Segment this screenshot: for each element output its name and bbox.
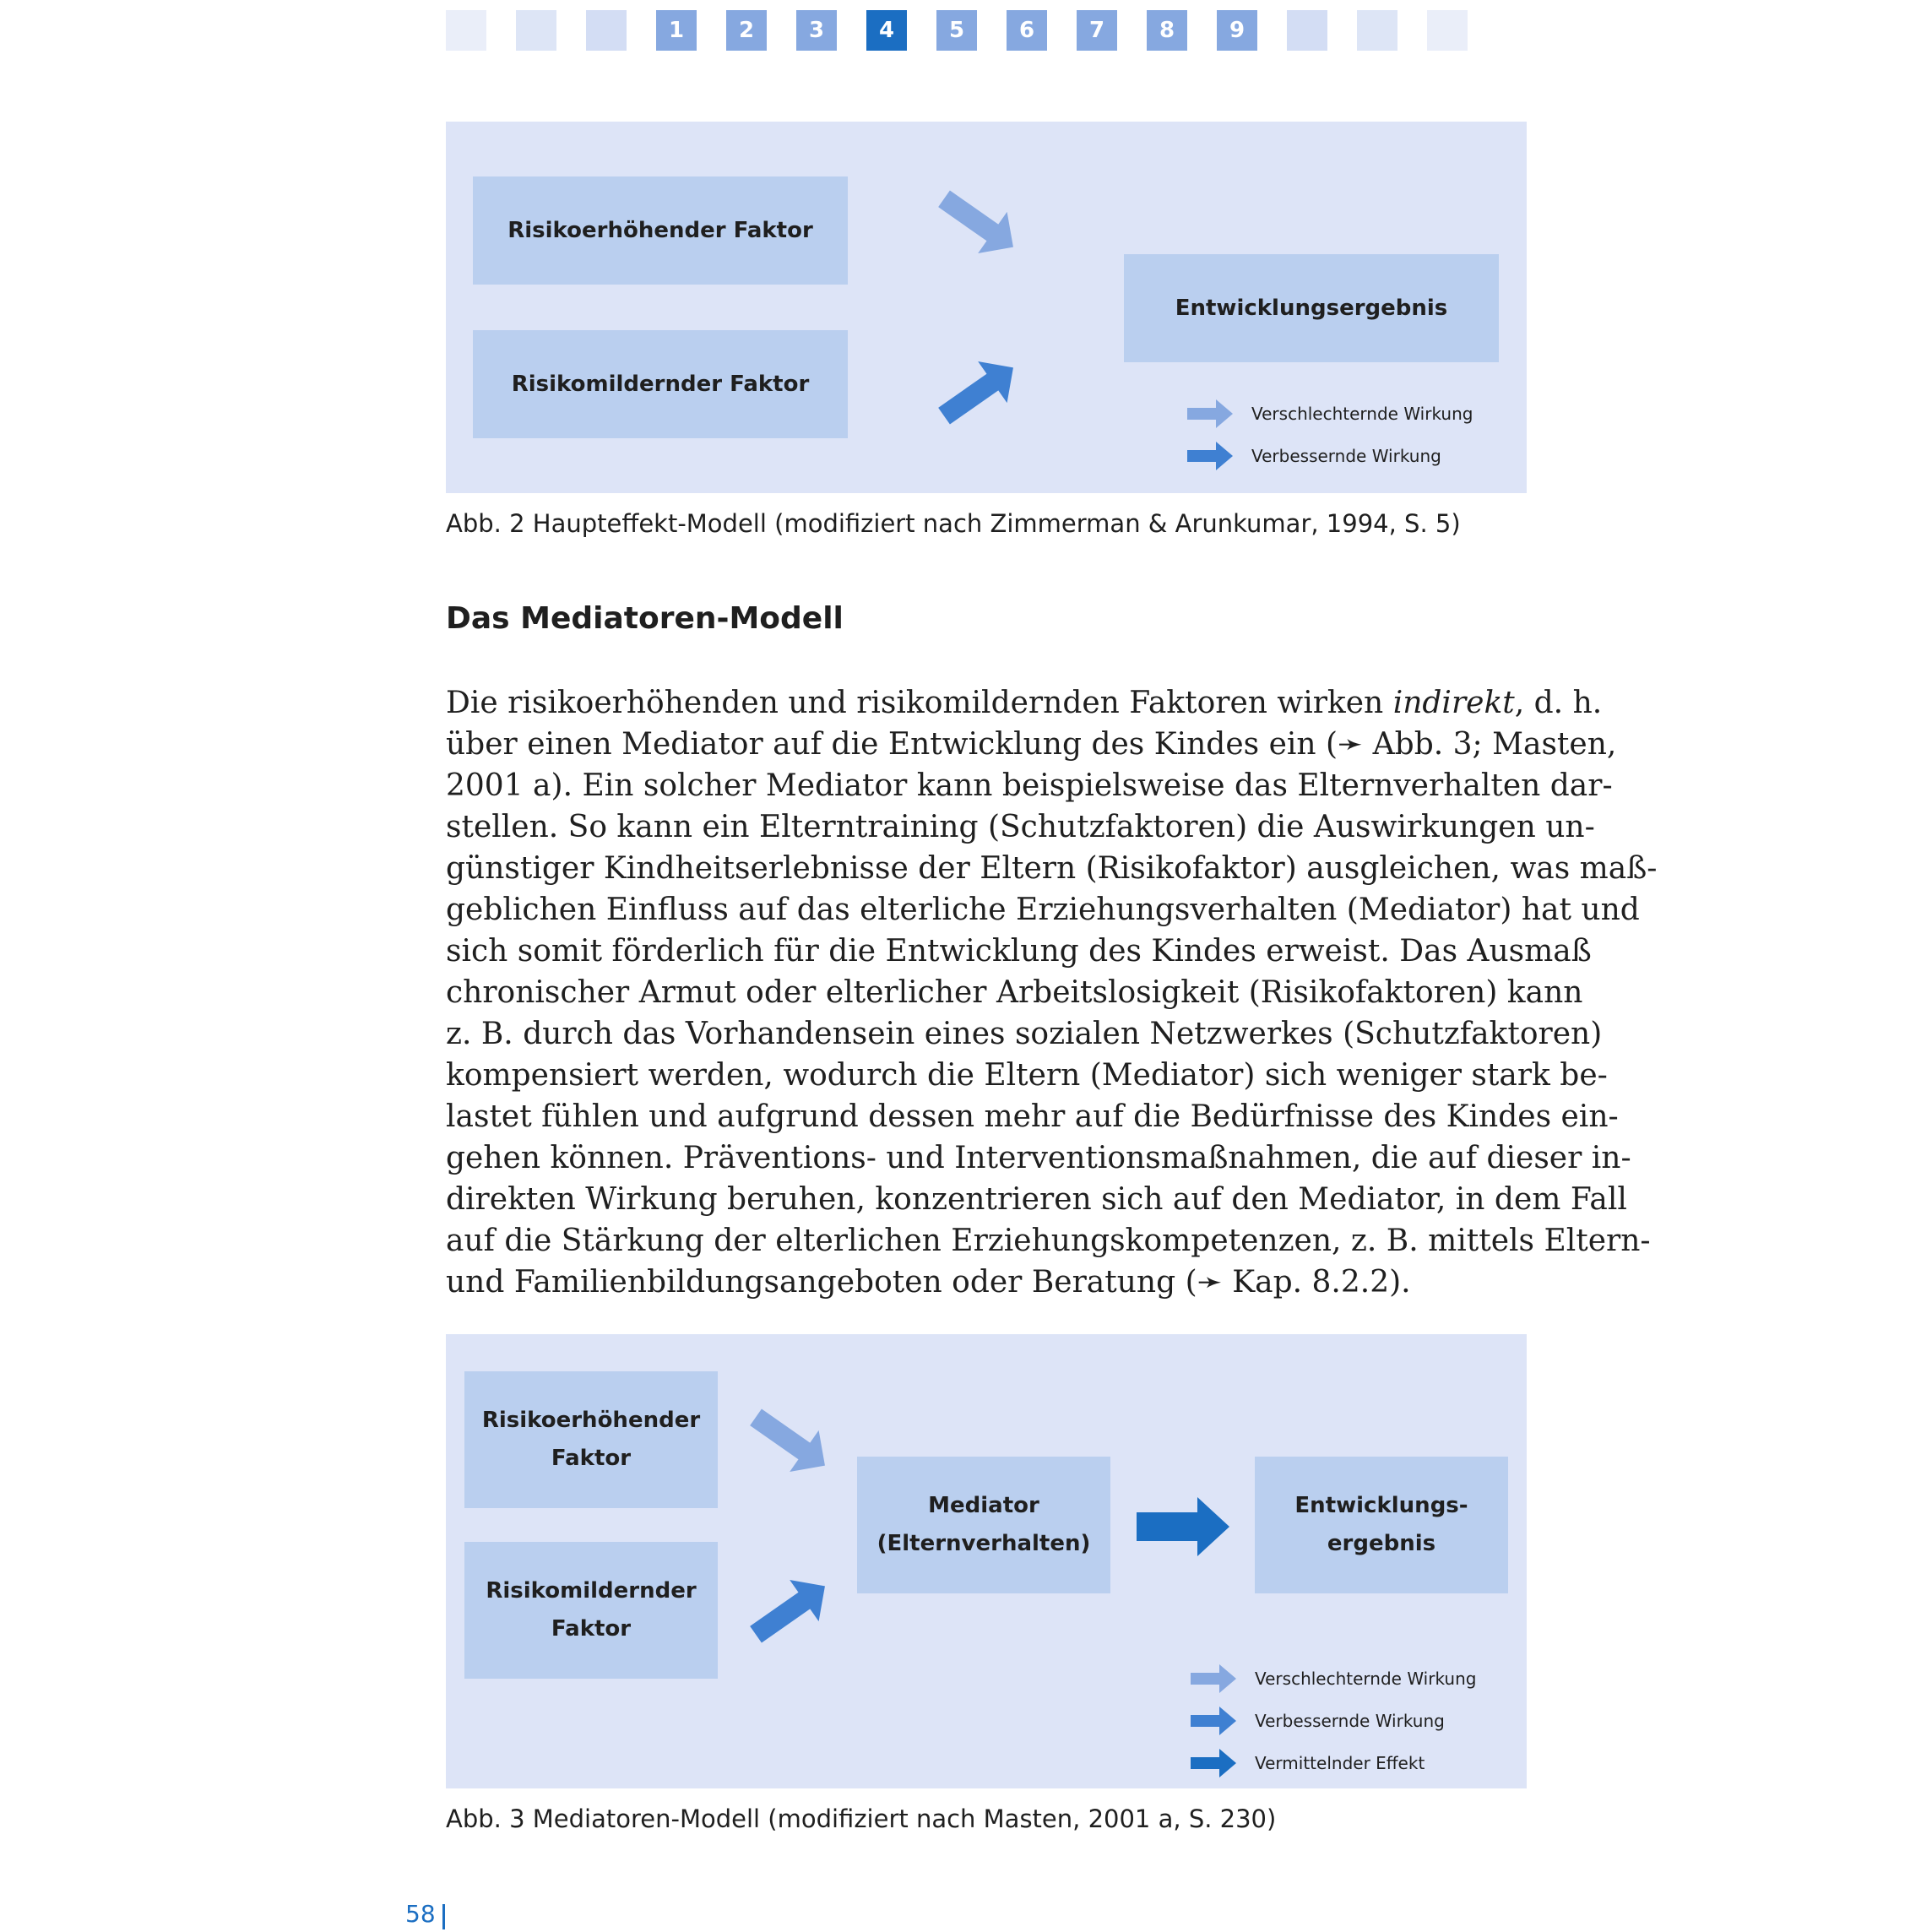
figure-2-caption: Abb. 2 Haupteffekt-Modell (modifiziert nach Zimmerman & Arunkumar, 1994, S. 5) <box>446 509 1461 538</box>
protective-factor-box: Risikomildernder Faktor <box>473 330 848 438</box>
page-number: 58 <box>405 1900 436 1928</box>
outcome-box: Entwicklungsergebnis <box>1124 254 1499 362</box>
chapter-tab-5[interactable]: 5 <box>936 10 977 51</box>
outcome-box: Entwicklungs- ergebnis <box>1255 1457 1508 1593</box>
chapter-tab-1[interactable]: 1 <box>656 10 697 51</box>
risk-factor-box: Risikoerhöhender Faktor <box>473 176 848 285</box>
body-line: gehen können. Präventions- und Interventionsmaßnahmen, die auf dieser in- <box>446 1141 1631 1175</box>
legend-improving <box>1187 441 1441 471</box>
legend-mediating-label: Vermittelnder Effekt <box>1255 1753 1425 1773</box>
chapter-placeholder-box <box>1427 10 1468 51</box>
chapter-placeholder-box <box>1357 10 1397 51</box>
body-line: 2001 a). Ein solcher Mediator kann beispielsweise das Elternverhalten dar- <box>446 768 1613 803</box>
figure-3-mediator-model <box>446 1334 1527 1788</box>
body-line: direkten Wirkung beruhen, konzentrieren sich auf den Mediator, in dem Fall <box>446 1182 1627 1217</box>
emphasis: indirekt <box>1392 686 1515 720</box>
mediator-box: Mediator (Elternverhalten) <box>857 1457 1110 1593</box>
legend-worsening-arrow-icon <box>1191 1664 1236 1693</box>
section-heading: Das Mediatoren-Modell <box>446 601 844 636</box>
legend-improving <box>1191 1706 1445 1736</box>
chapter-placeholder-box <box>1287 10 1327 51</box>
legend-mediating <box>1191 1748 1425 1778</box>
legend-worsening-label: Verschlechternde Wirkung <box>1255 1669 1477 1689</box>
legend-mediating-arrow-icon <box>1191 1749 1236 1777</box>
body-line: chronischer Armut oder elterlicher Arbeitslosigkeit (Risikofaktoren) kann <box>446 975 1583 1010</box>
legend-worsening <box>1187 399 1473 429</box>
body-line: günstiger Kindheitserlebnisse der Eltern (Risikofaktor) ausgleichen, was maß- <box>446 851 1658 886</box>
legend-improving-label: Verbessernde Wirkung <box>1255 1711 1445 1731</box>
chapter-tab-2[interactable]: 2 <box>726 10 767 51</box>
chapter-tab-3[interactable]: 3 <box>796 10 837 51</box>
legend-worsening-label: Verschlechternde Wirkung <box>1251 404 1473 424</box>
chapter-tab-8[interactable]: 8 <box>1147 10 1187 51</box>
figure-2-main-effect-model <box>446 122 1527 493</box>
improving-arrow-icon <box>743 1572 836 1648</box>
body-line: und Familienbildungsangeboten oder Beratung (➛ Kap. 8.2.2). <box>446 1265 1411 1300</box>
chapter-tab-6[interactable]: 6 <box>1007 10 1047 51</box>
chapter-placeholder-box <box>446 10 486 51</box>
risk-factor-box: Risikoerhöhender Faktor <box>464 1371 718 1508</box>
body-line: Die risikoerhöhenden und risikomildernden Faktoren wirken indirekt, d. h. <box>446 686 1603 720</box>
worsening-arrow-icon <box>743 1403 836 1479</box>
chapter-placeholder-box <box>516 10 556 51</box>
chapter-tab-4[interactable]: 4 <box>866 10 907 51</box>
legend-worsening <box>1191 1663 1476 1694</box>
mediating-arrow-icon <box>1137 1497 1231 1556</box>
body-line: sich somit förderlich für die Entwicklung des Kindes erweist. Das Ausmaß <box>446 934 1592 969</box>
improving-arrow-icon <box>931 354 1024 430</box>
legend-worsening-arrow-icon <box>1187 399 1233 428</box>
legend-improving-arrow-icon <box>1191 1707 1236 1735</box>
figure-3-caption: Abb. 3 Mediatoren-Modell (modifiziert nach Masten, 2001 a, S. 230) <box>446 1804 1277 1833</box>
body-line: lastet fühlen und aufgrund dessen mehr auf die Bedürfnisse des Kindes ein- <box>446 1099 1619 1134</box>
body-line: über einen Mediator auf die Entwicklung des Kindes ein (➛ Abb. 3; Masten, <box>446 727 1617 762</box>
body-paragraph <box>446 682 1658 1303</box>
body-line: auf die Stärkung der elterlichen Erziehungskompetenzen, z. B. mittels Eltern- <box>446 1224 1651 1258</box>
chapter-placeholder-box <box>586 10 627 51</box>
legend-improving-label: Verbessernde Wirkung <box>1251 446 1441 466</box>
worsening-arrow-icon <box>931 185 1024 261</box>
legend-improving-arrow-icon <box>1187 442 1233 470</box>
chapter-tab-9[interactable]: 9 <box>1217 10 1257 51</box>
body-line: geblichen Einfluss auf das elterliche Erziehungsverhalten (Mediator) hat und <box>446 893 1640 927</box>
page-number-divider <box>442 1904 445 1929</box>
body-line: stellen. So kann ein Elterntraining (Schutzfaktoren) die Auswirkungen un- <box>446 810 1595 844</box>
body-line: kompensiert werden, wodurch die Eltern (Mediator) sich weniger stark be- <box>446 1058 1608 1093</box>
body-line: z. B. durch das Vorhandensein eines sozialen Netzwerkes (Schutzfaktoren) <box>446 1017 1603 1051</box>
chapter-tab-7[interactable]: 7 <box>1077 10 1117 51</box>
protective-factor-box: Risikomildernder Faktor <box>464 1542 718 1679</box>
